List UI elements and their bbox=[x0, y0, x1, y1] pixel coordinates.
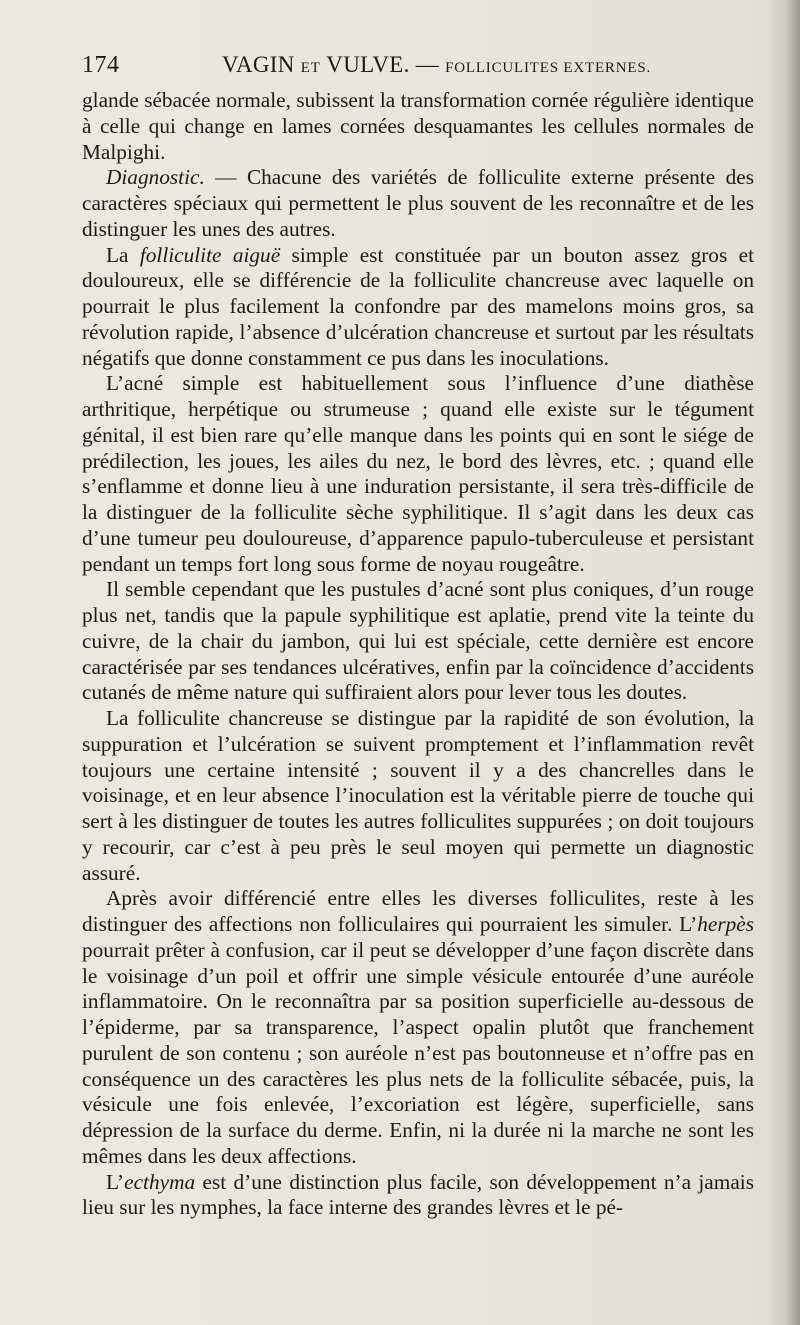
paragraph-pustules-acne: Il semble cependant que les pustules d’acné sont plus coniques, d’un rouge plus net, tandis que la papule syphilitique est aplatie, prend vite la teinte du cuivre, de la chair du jambon, qui lui est spéciale, cette dernière est encore caractérisée par ses tendances ulcératives, enfin par la coïncidence d’accidents cutanés de même nature qui suffiraient alors pour lever tous les doutes. bbox=[82, 577, 754, 705]
body-text bbox=[82, 88, 754, 1221]
title-dash: — bbox=[415, 52, 440, 77]
paragraph-folliculite-aigue: La folliculite aiguë simple est constituée par un bouton assez gros et douloureux, elle se différencie de la folliculite chancreuse avec laquelle on pourrait le plus facilement la confondre par des mamelons moins gros, sa révolution rapide, l’absence d’ulcération chancreuse et surtout par les résultats négatifs que donne constamment ce pus dans les inoculations. bbox=[82, 242, 754, 370]
paragraph-diagnostic: Diagnostic. — Chacune des variétés de folliculite externe présente des caractères spéciaux qui permettent le plus souvent de les reconnaître et de les distinguer les unes des autres. bbox=[82, 165, 754, 241]
term-ecthyma: ecthyma bbox=[124, 1169, 196, 1194]
title-part-2: VULVE. bbox=[326, 52, 410, 77]
term-folliculite-aigue: folliculite aiguë bbox=[139, 242, 281, 267]
running-title bbox=[222, 52, 651, 78]
paragraph-ecthyma: L’ecthyma est d’une distinction plus facile, son développement n’a jamais lieu sur les nymphes, la face interne des grandes lèvres et le pé- bbox=[82, 1169, 754, 1220]
paragraph-acne-simple: L’acné simple est habituellement sous l’influence d’une diathèse arthritique, herpétique ou strumeuse ; quand elle existe sur le tégument génital, il est bien rare qu’elle manque dans les points qui en sont le siége de prédilection, les joues, les ailes du nez, le bord des lèvres, etc. ; quand elle s’enflamme et donne lieu à une induration persistante, il sera très-difficile de la distinguer de la folliculite sèche syphilitique. Il s’agit dans les deux cas d’une tumeur peu douloureuse, d’apparence papulo-tuberculeuse et persistant pendant un temps fort long sous forme de noyau rougeâtre. bbox=[82, 371, 754, 576]
paragraph-herpes: Après avoir différencié entre elles les diverses folliculites, reste à les distinguer des affections non folliculaires qui pourraient les simuler. L’herpès pourrait prêter à confusion, car il peut se développer d’une façon discrète dans le voisinage d’un poil et offrir une simple vésicule entourée d’une auréole inflammatoire. On le reconnaîtra par sa position superficielle au-dessous de l’épiderme, par sa transparence, l’aspect opalin plutôt que franchement purulent de son contenu ; son auréole n’est pas boutonneuse et n’offre pas en conséquence un des caractères les plus nets de la folliculite sébacée, puis, la vésicule une fois enlevée, l’excoriation est légère, superficielle, sans dépression de la surface du derme. Enfin, ni la durée ni la marche ne sont les mêmes dans les deux affections. bbox=[82, 886, 754, 1168]
page-number: 174 bbox=[82, 52, 120, 78]
title-conjunction: ET bbox=[300, 60, 321, 76]
paragraph-folliculite-chancreuse: La folliculite chancreuse se distingue par la rapidité de son évolution, la suppuration et l’ulcération se suivent promptement et l’inflammation revêt toujours une certaine intensité ; souvent il y a des chancrelles dans le voisinage, et en leur absence l’inoculation est la véritable pierre de touche qui sert à les distinguer de toutes les autres folliculites suppurées ; on doit toujours y recourir, car c’est à peu près le seul moyen qui permette un diagnostic assuré. bbox=[82, 706, 754, 885]
diagnostic-heading: Diagnostic. bbox=[106, 165, 205, 190]
section-title: FOLLICULITES EXTERNES. bbox=[445, 60, 652, 76]
gutter-shadow bbox=[766, 0, 800, 1325]
paragraph-continuation: glande sébacée normale, subissent la transformation cornée régulière identique à celle qui change en lames cornées desquamantes les cellules normales de Malpighi. bbox=[82, 88, 754, 164]
term-herpes: herpès bbox=[697, 912, 754, 936]
title-part-1: VAGIN bbox=[222, 52, 295, 77]
running-header bbox=[82, 52, 772, 82]
